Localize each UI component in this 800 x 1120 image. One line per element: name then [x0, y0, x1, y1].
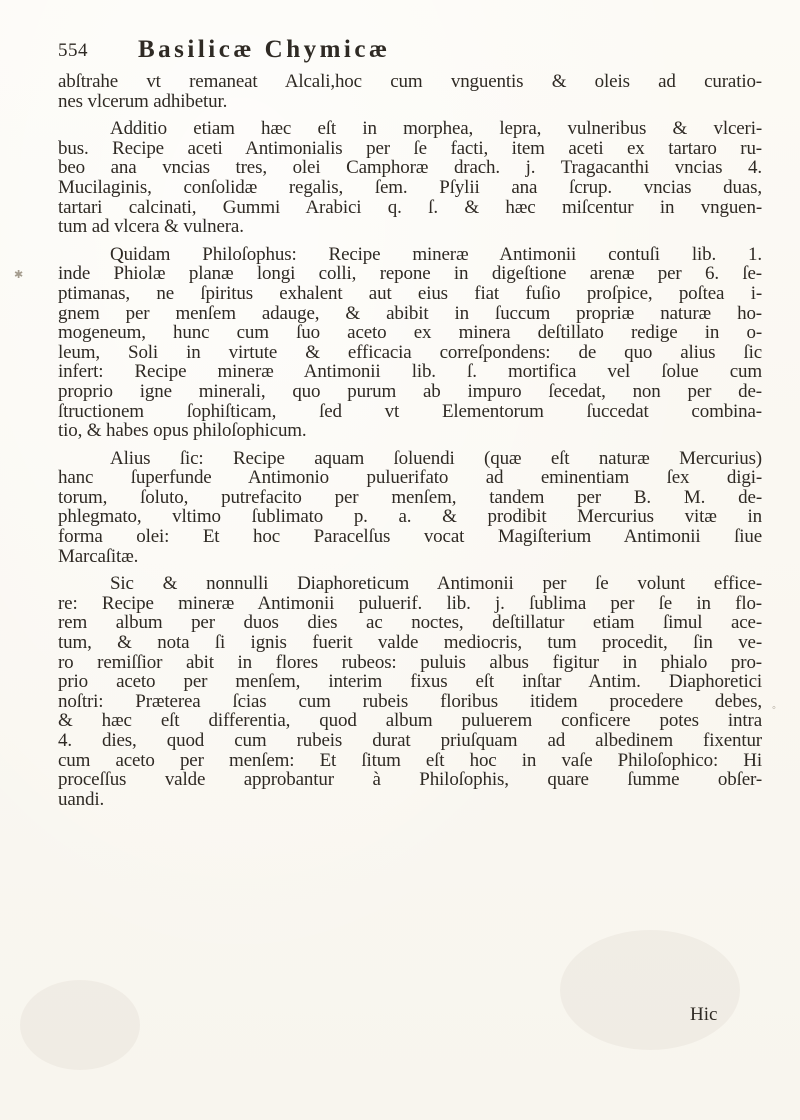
text-line: Additio etiam hæc eſt in morphea, lepra, vulneribus & vlceri- [110, 118, 762, 140]
text-line: re: Recipe mineræ Antimonii puluerif. lib. j. ſublima per ſe in flo- [58, 592, 762, 614]
text-line: uandi. [58, 788, 105, 810]
text-line: tum ad vlcera & vulnera. [58, 216, 244, 238]
text-line: prio aceto per menſem, interim fixus eſt inſtar Antim. Diaphoretici [58, 671, 762, 693]
paragraph [58, 119, 762, 237]
catchword: Hic [690, 1004, 718, 1025]
running-title: Basilicæ Chymicæ [138, 36, 391, 63]
text-line: Alius ſic: Recipe aquam ſoluendi (quæ eſt naturæ Mercurius) [110, 447, 762, 469]
text-line: Sic & nonnulli Diaphoreticum Antimonii per ſe volunt effice- [110, 573, 762, 595]
text-line: abſtrahe vt remaneat Alcali,hoc cum vnguentis & oleis ad curatio- [58, 71, 762, 92]
paragraph [58, 574, 762, 809]
text-line: tartari calcinati, Gummi Arabici q. ſ. & hæc miſcentur in vnguen- [58, 196, 762, 218]
paper-stain [20, 980, 140, 1070]
text-line: Mucilaginis, conſolidæ regalis, ſem. Pſylii ana ſcrup. vncias duas, [58, 176, 762, 198]
text-line: noſtri: Præterea ſcias cum rubeis floribus itidem procedere debes, [58, 690, 762, 712]
text-line: hanc ſuperfunde Antimonio puluerifato ad eminentiam ſex digi- [58, 467, 762, 489]
text-line: rem album per duos dies ac noctes, deſtillatur etiam ſimul ace- [58, 612, 762, 634]
text-line: nes vlcerum adhibetur. [58, 90, 228, 112]
paragraph [58, 72, 762, 111]
text-line: cum aceto per menſem: Et ſitum eſt hoc in vaſe Philoſophico: Hi [58, 749, 762, 771]
margin-mark: ✱ [14, 269, 24, 281]
text-line: phlegmato, vltimo ſublimato p. a. & prodibit Mercurius vitæ in [58, 506, 762, 528]
text-line: gnem per menſem adauge, & abibit in ſuccum propriæ naturæ ho- [58, 302, 762, 324]
margin-mark: ◦ [772, 702, 776, 714]
running-head [58, 36, 758, 66]
text-line: inde Phiolæ planæ longi colli, repone in digeſtione arenæ per 6. ſe- [58, 263, 762, 285]
text-line: bus. Recipe aceti Antimonialis per ſe facti, item aceti ex tartaro ru- [58, 137, 762, 159]
text-line: mogeneum, hunc cum ſuo aceto ex minera deſtillato redige in o- [58, 322, 762, 344]
text-line: ro remiſſior abit in flores rubeos: puluis albus figitur in phialo pro- [58, 651, 762, 673]
text-line: torum, ſoluto, putrefacito per menſem, tandem per B. M. de- [58, 486, 762, 508]
text-line: & hæc eſt differentia, quod album puluerem conficere potes intra [58, 710, 762, 732]
paragraph [58, 449, 762, 567]
text-line: Marcaſitæ. [58, 545, 139, 567]
text-line: ſtructionem ſophiſticam, ſed vt Elementorum ſuccedat combina- [58, 400, 762, 422]
text-line: tio, & habes opus philoſophicum. [58, 420, 307, 442]
paragraph [58, 245, 762, 441]
text-line: beo ana vncias tres, olei Camphoræ drach. j. Tragacanthi vncias 4. [58, 157, 762, 179]
body-text [58, 72, 762, 809]
text-line: 4. dies, quod cum rubeis durat priuſquam ad albedinem fixentur [58, 730, 762, 751]
text-line: forma olei: Et hoc Paracelſus vocat Magiſterium Antimonii ſiue [58, 526, 762, 548]
text-line: tum, & nota ſi ignis fuerit valde mediocris, tum procedit, ſin ve- [58, 632, 762, 654]
paper-stain [560, 930, 740, 1050]
page-number: 554 [58, 40, 88, 61]
text-line: leum, Soli in virtute & efficacia correſpondens: de quo alius ſic [58, 341, 762, 363]
text-line: ptimanas, ne ſpiritus exhalent aut eius fiat fuſio proſpice, poſtea i- [58, 282, 762, 304]
text-line: Quidam Philoſophus: Recipe mineræ Antimonii contuſi lib. 1. [110, 243, 762, 265]
text-line: infert: Recipe mineræ Antimonii lib. ſ. mortifica vel ſolue cum [58, 361, 762, 383]
text-line: proprio igne minerali, quo purum ab impuro ſecedat, non per de- [58, 380, 762, 402]
text-line: proceſſus valde approbantur à Philoſophis, quare ſumme obſer- [58, 769, 762, 791]
